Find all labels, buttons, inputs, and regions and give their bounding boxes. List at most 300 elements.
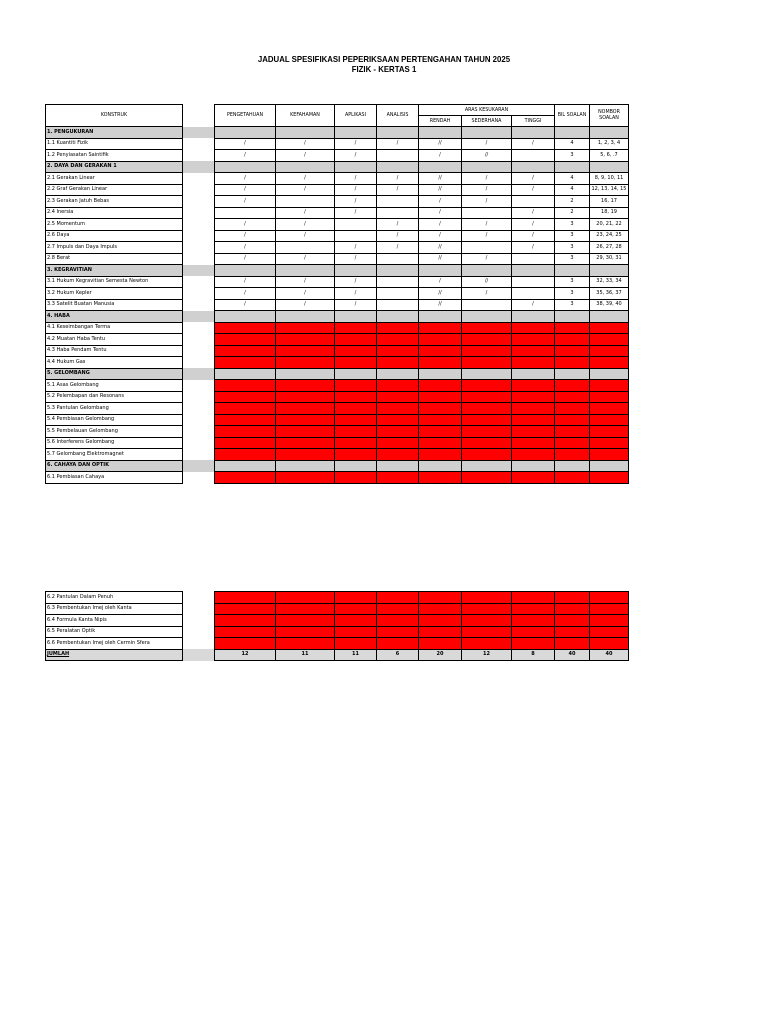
data-cell: / (377, 242, 419, 254)
highlight-cell (276, 380, 335, 392)
highlight-cell (462, 592, 512, 604)
data-cell: / (335, 288, 377, 300)
data-cell: // (419, 288, 462, 300)
section-cell (590, 311, 629, 323)
table-row (46, 345, 629, 357)
section-row (46, 161, 629, 173)
section-cell (377, 161, 419, 173)
highlight-cell (512, 345, 555, 357)
spacer-cell (183, 253, 215, 265)
data-cell: / (276, 230, 335, 242)
data-cell: / (419, 230, 462, 242)
highlight-cell (590, 437, 629, 449)
spacer-cell (183, 334, 215, 346)
table-row (46, 207, 629, 219)
data-cell: / (335, 196, 377, 208)
data-cell: 29, 30, 31 (590, 253, 629, 265)
data-cell: / (512, 242, 555, 254)
table-row (46, 615, 629, 627)
highlight-cell (555, 357, 590, 369)
highlight-cell (276, 414, 335, 426)
data-cell: / (377, 138, 419, 150)
data-cell: / (215, 253, 276, 265)
highlight-cell (590, 603, 629, 615)
section-row (46, 460, 629, 472)
topic-label: 5.4 Pembiasan Gelombang (46, 414, 183, 426)
highlight-cell (276, 334, 335, 346)
section-cell (335, 311, 377, 323)
section-cell (276, 460, 335, 472)
data-cell (215, 207, 276, 219)
total-cell: 40 (555, 649, 590, 661)
topic-label: 6.3 Pembentukan Imej oleh Kanta (46, 603, 183, 615)
data-cell: / (276, 288, 335, 300)
spacer-cell (183, 276, 215, 288)
highlight-cell (590, 322, 629, 334)
highlight-cell (276, 437, 335, 449)
section-cell (555, 127, 590, 139)
highlight-cell (335, 449, 377, 461)
topic-label: 6.6 Pembentukan Imej oleh Cermin Sfera (46, 638, 183, 650)
topic-label: 6.2 Pantulan Dalam Penuh (46, 592, 183, 604)
spacer-cell (183, 322, 215, 334)
highlight-cell (555, 626, 590, 638)
data-cell: / (462, 219, 512, 231)
data-cell: / (512, 207, 555, 219)
data-cell: / (276, 150, 335, 162)
section-cell (590, 265, 629, 277)
section-cell (335, 368, 377, 380)
spacer-cell (183, 426, 215, 438)
highlight-cell (335, 592, 377, 604)
topic-label: 2.4 Inersia (46, 207, 183, 219)
spacer-cell (183, 265, 215, 277)
topic-label: 1.1 Kuantiti Fizik (46, 138, 183, 150)
highlight-cell (590, 449, 629, 461)
section-cell (512, 311, 555, 323)
spacer-cell (183, 638, 215, 650)
data-cell: 4 (555, 138, 590, 150)
highlight-cell (462, 334, 512, 346)
highlight-cell (512, 414, 555, 426)
header-spacer (183, 105, 215, 127)
topic-label: 2.1 Gerakan Linear (46, 173, 183, 185)
section-row (46, 368, 629, 380)
highlight-cell (419, 345, 462, 357)
data-cell: / (215, 288, 276, 300)
highlight-cell (512, 357, 555, 369)
highlight-cell (377, 626, 419, 638)
section-cell (419, 127, 462, 139)
highlight-cell (462, 391, 512, 403)
section-cell (276, 368, 335, 380)
spacer-cell (183, 345, 215, 357)
section-cell (377, 368, 419, 380)
spacer-cell (183, 603, 215, 615)
section-cell (215, 161, 276, 173)
section-cell (512, 460, 555, 472)
highlight-cell (335, 626, 377, 638)
highlight-cell (419, 603, 462, 615)
data-cell: / (419, 219, 462, 231)
data-cell: / (512, 138, 555, 150)
table-row (46, 449, 629, 461)
highlight-cell (512, 380, 555, 392)
data-cell: 8, 9, 10, 11 (590, 173, 629, 185)
header-analisis: ANALISIS (377, 105, 419, 127)
data-cell (462, 242, 512, 254)
section-title: 5. GELOMBANG (46, 368, 183, 380)
highlight-cell (377, 449, 419, 461)
highlight-cell (335, 380, 377, 392)
section-cell (512, 265, 555, 277)
data-cell: / (419, 150, 462, 162)
highlight-cell (215, 472, 276, 484)
highlight-cell (462, 638, 512, 650)
highlight-cell (377, 334, 419, 346)
data-cell: 2 (555, 196, 590, 208)
spacer-cell (183, 357, 215, 369)
table-row (46, 253, 629, 265)
data-cell: / (335, 173, 377, 185)
header-tinggi: TINGGI (512, 116, 555, 127)
section-title: 4. HABA (46, 311, 183, 323)
highlight-cell (335, 357, 377, 369)
data-cell: 3 (555, 150, 590, 162)
section-cell (512, 161, 555, 173)
section-cell (377, 311, 419, 323)
data-cell: 23, 24, 25 (590, 230, 629, 242)
section-cell (555, 368, 590, 380)
data-cell (377, 299, 419, 311)
header-konstruk: KONSTRUK (46, 105, 183, 127)
highlight-cell (335, 426, 377, 438)
highlight-cell (419, 403, 462, 415)
section-cell (215, 265, 276, 277)
highlight-cell (555, 472, 590, 484)
highlight-cell (512, 403, 555, 415)
header-nombor-soalan: NOMBOR SOALAN (590, 105, 629, 127)
highlight-cell (462, 472, 512, 484)
table-row (46, 380, 629, 392)
data-cell: // (419, 242, 462, 254)
highlight-cell (335, 345, 377, 357)
highlight-cell (377, 391, 419, 403)
table-row (46, 276, 629, 288)
data-cell: 4 (555, 184, 590, 196)
highlight-cell (215, 449, 276, 461)
data-cell: / (215, 138, 276, 150)
spacer-cell (183, 414, 215, 426)
topic-label: 2.3 Gerakan Jatuh Bebas (46, 196, 183, 208)
total-cell: 11 (335, 649, 377, 661)
highlight-cell (462, 403, 512, 415)
highlight-cell (590, 391, 629, 403)
data-cell: / (276, 184, 335, 196)
data-cell: / (462, 138, 512, 150)
section-cell (462, 368, 512, 380)
section-cell (335, 161, 377, 173)
highlight-cell (555, 380, 590, 392)
spacer-cell (183, 138, 215, 150)
table-row (46, 626, 629, 638)
data-cell: / (462, 196, 512, 208)
table-row (46, 138, 629, 150)
highlight-cell (215, 391, 276, 403)
data-cell: / (335, 299, 377, 311)
data-cell (276, 242, 335, 254)
highlight-cell (419, 391, 462, 403)
section-cell (276, 265, 335, 277)
document-title (0, 54, 768, 74)
section-cell (590, 460, 629, 472)
data-cell (377, 150, 419, 162)
data-cell: / (335, 253, 377, 265)
highlight-cell (419, 334, 462, 346)
data-cell: / (462, 184, 512, 196)
highlight-cell (276, 357, 335, 369)
highlight-cell (512, 592, 555, 604)
highlight-cell (590, 626, 629, 638)
highlight-cell (377, 403, 419, 415)
topic-label: 5.5 Pembelauan Gelombang (46, 426, 183, 438)
spacer-cell (183, 242, 215, 254)
highlight-cell (276, 403, 335, 415)
data-cell: / (419, 196, 462, 208)
data-cell: / (215, 276, 276, 288)
data-cell (335, 230, 377, 242)
highlight-cell (512, 638, 555, 650)
data-cell: // (419, 138, 462, 150)
data-cell: // (419, 253, 462, 265)
highlight-cell (215, 592, 276, 604)
topic-label: 2.5 Momentum (46, 219, 183, 231)
section-cell (419, 368, 462, 380)
data-cell: / (512, 173, 555, 185)
data-cell (512, 288, 555, 300)
section-cell (590, 161, 629, 173)
section-cell (335, 127, 377, 139)
data-cell: / (335, 242, 377, 254)
section-title: 2. DAYA DAN GERAKAN 1 (46, 161, 183, 173)
highlight-cell (590, 638, 629, 650)
highlight-cell (462, 626, 512, 638)
highlight-cell (462, 615, 512, 627)
data-cell: 26, 27, 28 (590, 242, 629, 254)
topic-label: 5.6 Interferens Gelombang (46, 437, 183, 449)
total-label: JUMLAH (46, 649, 183, 661)
spacer-cell (183, 403, 215, 415)
data-cell: / (335, 138, 377, 150)
highlight-cell (215, 334, 276, 346)
spacer-cell (183, 472, 215, 484)
topic-label: 3.3 Satelit Buatan Manusia (46, 299, 183, 311)
spacer-cell (183, 161, 215, 173)
highlight-cell (276, 345, 335, 357)
data-cell: / (512, 219, 555, 231)
total-cell: 11 (276, 649, 335, 661)
data-cell: / (215, 196, 276, 208)
highlight-cell (377, 592, 419, 604)
section-cell (462, 460, 512, 472)
highlight-cell (419, 615, 462, 627)
data-cell (335, 219, 377, 231)
spacer-cell (183, 368, 215, 380)
data-cell: 3 (555, 276, 590, 288)
topic-label: 5.1 Asas Gelombang (46, 380, 183, 392)
spacer-cell (183, 615, 215, 627)
data-cell: / (215, 184, 276, 196)
spacer-cell (183, 391, 215, 403)
header-sederhana: SEDERHANA (462, 116, 512, 127)
section-cell (555, 311, 590, 323)
section-cell (512, 368, 555, 380)
data-cell: / (335, 276, 377, 288)
highlight-cell (419, 357, 462, 369)
data-cell: / (335, 207, 377, 219)
section-cell (462, 161, 512, 173)
data-cell (512, 276, 555, 288)
table-row (46, 288, 629, 300)
highlight-cell (419, 414, 462, 426)
topic-label: 2.2 Graf Gerakan Linear (46, 184, 183, 196)
highlight-cell (335, 403, 377, 415)
highlight-cell (335, 322, 377, 334)
data-cell (512, 196, 555, 208)
title-line-2: FIZIK - KERTAS 1 (351, 64, 417, 74)
data-cell: / (462, 288, 512, 300)
data-cell: // (419, 184, 462, 196)
highlight-cell (377, 357, 419, 369)
data-cell: 3 (555, 253, 590, 265)
highlight-cell (462, 426, 512, 438)
header-aplikasi: APLIKASI (335, 105, 377, 127)
data-cell (377, 196, 419, 208)
section-cell (590, 127, 629, 139)
highlight-cell (555, 414, 590, 426)
data-cell (276, 196, 335, 208)
highlight-cell (590, 472, 629, 484)
topic-label: 3.2 Hukum Kepler (46, 288, 183, 300)
highlight-cell (512, 437, 555, 449)
total-cell: 12 (462, 649, 512, 661)
data-cell: / (419, 207, 462, 219)
highlight-cell (276, 615, 335, 627)
data-cell (512, 253, 555, 265)
table-row (46, 150, 629, 162)
highlight-cell (555, 449, 590, 461)
highlight-cell (377, 472, 419, 484)
data-cell: // (462, 276, 512, 288)
header-bil-soalan: BIL SOALAN (555, 105, 590, 127)
highlight-cell (335, 615, 377, 627)
data-cell (462, 299, 512, 311)
highlight-cell (555, 426, 590, 438)
highlight-cell (276, 592, 335, 604)
spacer-cell (183, 207, 215, 219)
spacer-cell (183, 230, 215, 242)
highlight-cell (419, 426, 462, 438)
highlight-cell (335, 603, 377, 615)
spacer-cell (183, 184, 215, 196)
highlight-cell (215, 357, 276, 369)
highlight-cell (276, 322, 335, 334)
highlight-cell (512, 449, 555, 461)
section-title: 3. KEGRAVITIAN (46, 265, 183, 277)
topic-label: 5.2 Pelembapan dan Resonans (46, 391, 183, 403)
highlight-cell (555, 638, 590, 650)
topic-label: 2.6 Daya (46, 230, 183, 242)
data-cell (377, 276, 419, 288)
topic-label: 4.2 Muatan Haba Tentu (46, 334, 183, 346)
spacer-cell (183, 196, 215, 208)
spacer-cell (183, 592, 215, 604)
table-row (46, 173, 629, 185)
data-cell: / (335, 150, 377, 162)
spacer-cell (183, 380, 215, 392)
section-cell (462, 311, 512, 323)
data-cell: / (276, 138, 335, 150)
section-cell (377, 127, 419, 139)
topic-label: 2.8 Berat (46, 253, 183, 265)
data-cell: / (377, 219, 419, 231)
highlight-cell (215, 615, 276, 627)
highlight-cell (555, 345, 590, 357)
highlight-cell (215, 403, 276, 415)
highlight-cell (555, 592, 590, 604)
highlight-cell (276, 638, 335, 650)
total-cell: 40 (590, 649, 629, 661)
data-cell: / (276, 276, 335, 288)
table-row (46, 196, 629, 208)
data-cell: / (276, 207, 335, 219)
highlight-cell (590, 615, 629, 627)
highlight-cell (335, 437, 377, 449)
section-cell (419, 161, 462, 173)
header-aras-kesukaran: ARAS KESUKARAN (419, 105, 555, 116)
data-cell: 35, 36, 37 (590, 288, 629, 300)
highlight-cell (335, 414, 377, 426)
highlight-cell (276, 603, 335, 615)
data-cell: / (215, 173, 276, 185)
spacer-cell (183, 299, 215, 311)
table-row (46, 242, 629, 254)
highlight-cell (377, 380, 419, 392)
data-cell: 12, 13, 14, 15 (590, 184, 629, 196)
table-row (46, 592, 629, 604)
highlight-cell (419, 322, 462, 334)
data-cell (462, 207, 512, 219)
data-cell (512, 150, 555, 162)
highlight-cell (462, 357, 512, 369)
data-cell: 3 (555, 299, 590, 311)
data-cell (377, 207, 419, 219)
table-row (46, 403, 629, 415)
highlight-cell (590, 592, 629, 604)
highlight-cell (462, 449, 512, 461)
highlight-cell (555, 603, 590, 615)
section-row (46, 127, 629, 139)
spacer-cell (183, 626, 215, 638)
data-cell: 1, 2, 3, 4 (590, 138, 629, 150)
section-cell (215, 460, 276, 472)
highlight-cell (462, 322, 512, 334)
spacer-cell (183, 311, 215, 323)
highlight-cell (377, 345, 419, 357)
data-cell (377, 288, 419, 300)
data-cell: 5, 6, .7 (590, 150, 629, 162)
data-cell: / (512, 184, 555, 196)
